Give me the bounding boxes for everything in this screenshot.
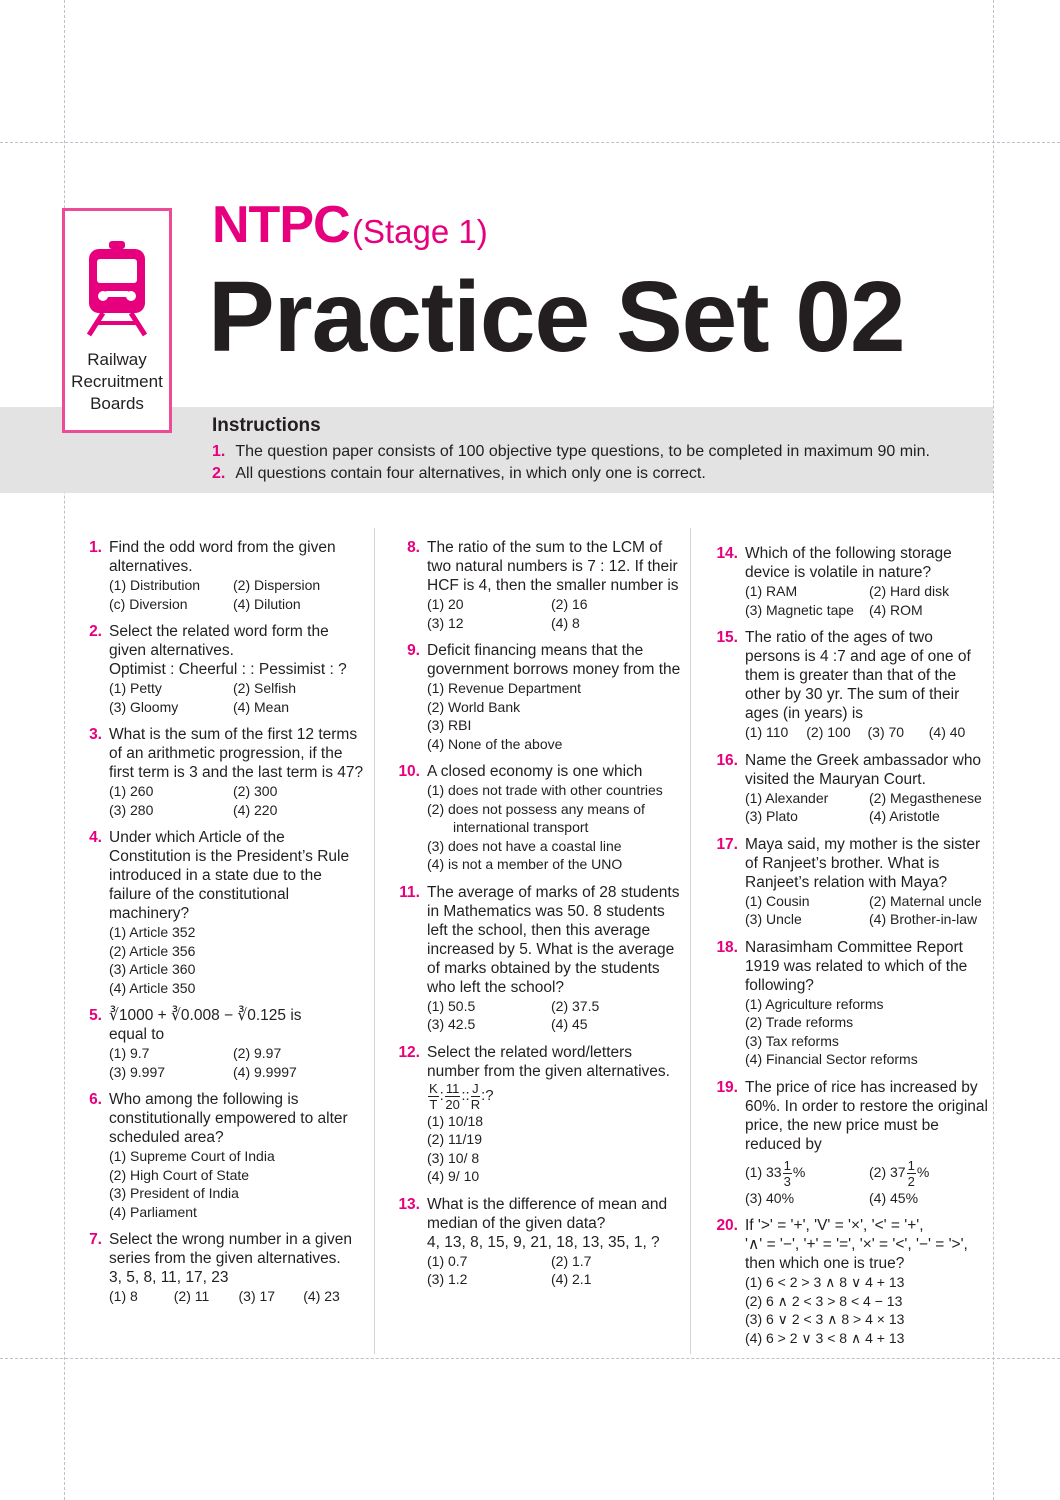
column-divider bbox=[374, 528, 375, 1354]
question-17: 17. Maya said, my mother is the sister of Ranjeet’s brother. What is Ranjeet’s relation with Maya? (1) Cousin (2) Maternal uncle (3) Uncle (4) Brother-in-law bbox=[716, 835, 982, 927]
question-2: 2. Select the related word form the given alternatives. Optimist : Cheerful : : Pessimist : ? (1) Petty (2) Selfish (3) Gloomy (4) Mean bbox=[89, 623, 347, 715]
question-10: 10. A closed economy is one which (1) does not trade with other countries (2) does not possess any means of international transport (3) does not have a coastal line (4) is not a member of the UNO bbox=[398, 763, 663, 872]
logo-line: Railway bbox=[87, 350, 147, 369]
exam-stage: (Stage 1) bbox=[352, 213, 488, 250]
question-15: 15. The ratio of the ages of two persons is 4 :7 and age of one of them is greater than that of the other by 30 yr. The sum of their ages (in years) is (1) 110 (2) 100 (3) 70 (4) 40 bbox=[716, 629, 971, 740]
exam-name: NTPC bbox=[212, 196, 350, 254]
question-14: 14. Which of the following storage device is volatile in nature? (1) RAM (2) Hard disk (3) Magnetic tape (4) ROM bbox=[716, 545, 952, 618]
question-19: 19. The price of rice has increased by 60%. In order to restore the original price, the new price must be reduced by (1) 33 $\frac{1}{3}$ % (2) 37 $\frac{1}{2}$ % (3) 40% (4) 45% bbox=[716, 1078, 988, 1206]
question-12: 12. Select the related word/letters number from the given alternatives. $\frac{K}{T}$ : $\frac{11}{20}$ :: $\frac{J}{R}$ :? (1) 10/18 (2) 11/19 (3) 10/ 8 (4) 9/ 10 bbox=[396, 1043, 684, 1186]
logo-line: Recruitment bbox=[71, 372, 163, 391]
crop-guide-bottom bbox=[0, 1358, 1060, 1359]
page-title: Practice Set 02 bbox=[208, 261, 905, 373]
question-18: 18. Narasimham Committee Report 1919 was related to which of the following? (1) Agriculture reforms (2) Trade reforms (3) Tax reforms (4) Financial Sector reforms bbox=[716, 938, 968, 1067]
instruction-item: 2. All questions contain four alternatives, in which only one is correct. bbox=[212, 465, 706, 482]
ratio-expression: $\frac{K}{T}$ : $\frac{11}{20}$ :: $\frac{J}{R}$ :? bbox=[429, 1080, 494, 1112]
question-7: 7. Select the wrong number in a given series from the given alternatives. 3, 5, 8, 11, 17, 23 (1) 8 (2) 11 (3) 17 (4) 23 bbox=[89, 1231, 352, 1304]
question-1: 1. Find the odd word from the given alternatives. (1) Distribution (2) Dispersion (c) Diversion (4) Dilution bbox=[89, 539, 336, 612]
question-11: 11. The average of marks of 28 students in Mathematics was 50. 8 students left the school, then this average increased by 5. What is the average of marks obtained by the students who left the school? (1) 50.5 (2) 37.5 (3) 42.5 (4) 45 bbox=[399, 883, 680, 1032]
train-icon bbox=[83, 239, 151, 337]
question-13: 13. What is the difference of mean and median of the given data? 4, 13, 8, 15, 9, 21, 18, 13, 35, 1, ? (1) 0.7 (2) 1.7 (3) 1.2 (4) 2.1 bbox=[398, 1195, 668, 1287]
question-4: 4. Under which Article of the Constitution is the President’s Rule introduced in a state due to the failure of the constitutional machinery? (1) Article 352 (2) Article 356 (3) Article 360 (4) Article 350 bbox=[89, 829, 350, 996]
rrb-logo bbox=[62, 208, 172, 433]
question-9: 9. Deficit financing means that the government borrows money from the (1) Revenue Department (2) World Bank (3) RBI (4) None of the above bbox=[407, 642, 681, 752]
instructions-title: Instructions bbox=[212, 415, 321, 436]
logo-caption bbox=[65, 349, 169, 415]
question-5: 5. ∛1000 + ∛0.008 − ∛0.125 is equal to (1) 9.7 (2) 9.97 (3) 9.997 (4) 9.9997 bbox=[89, 1007, 302, 1080]
crop-guide-right bbox=[993, 0, 994, 1500]
question-8: 8. The ratio of the sum to the LCM of two natural numbers is 7 : 12. If their HCF is 4, then the smaller number is (1) 20 (2) 16 (3) 12 (4) 8 bbox=[407, 539, 679, 631]
logo-line: Boards bbox=[90, 394, 144, 413]
question-3: 3. What is the sum of the first 12 terms of an arithmetic progression, if the first term is 3 and the last term is 47? (1) 260 (2) 300 (3) 280 (4) 220 bbox=[89, 726, 364, 818]
question-20: 20. If '>' = '+', 'V' = '×', '<' = '+', '∧' = '−', '+' = '=', '×' = '<', '−' = '>', then which one is true? (1) 6 < 2 > 3 ∧ 8 ∨ 4 + 13 (2) 6 ∧ 2 < 3 > 8 < 4 − 13 (3) 6 ∨ 2 < 3 ∧ 8 > 4 × 13 (4) 6 > 2 ∨ 3 < 8 ∧ 4 + 13 bbox=[716, 1217, 968, 1346]
question-column-3 bbox=[714, 544, 990, 1356]
column-divider bbox=[690, 528, 691, 1354]
crop-guide-top bbox=[0, 142, 1060, 143]
question-column-1 bbox=[78, 538, 368, 1315]
question-16: 16. Name the Greek ambassador who visited the Mauryan Court. (1) Alexander (2) Megasthenese (3) Plato (4) Aristotle bbox=[716, 751, 982, 824]
question-6: 6. Who among the following is constitutionally empowered to alter scheduled area? (1) Supreme Court of India (2) High Court of State (3) President of India (4) Parliament bbox=[89, 1091, 348, 1220]
instruction-item: 1. The question paper consists of 100 objective type questions, to be completed in maximum 90 min. bbox=[212, 443, 930, 460]
question-column-2 bbox=[396, 538, 684, 1298]
